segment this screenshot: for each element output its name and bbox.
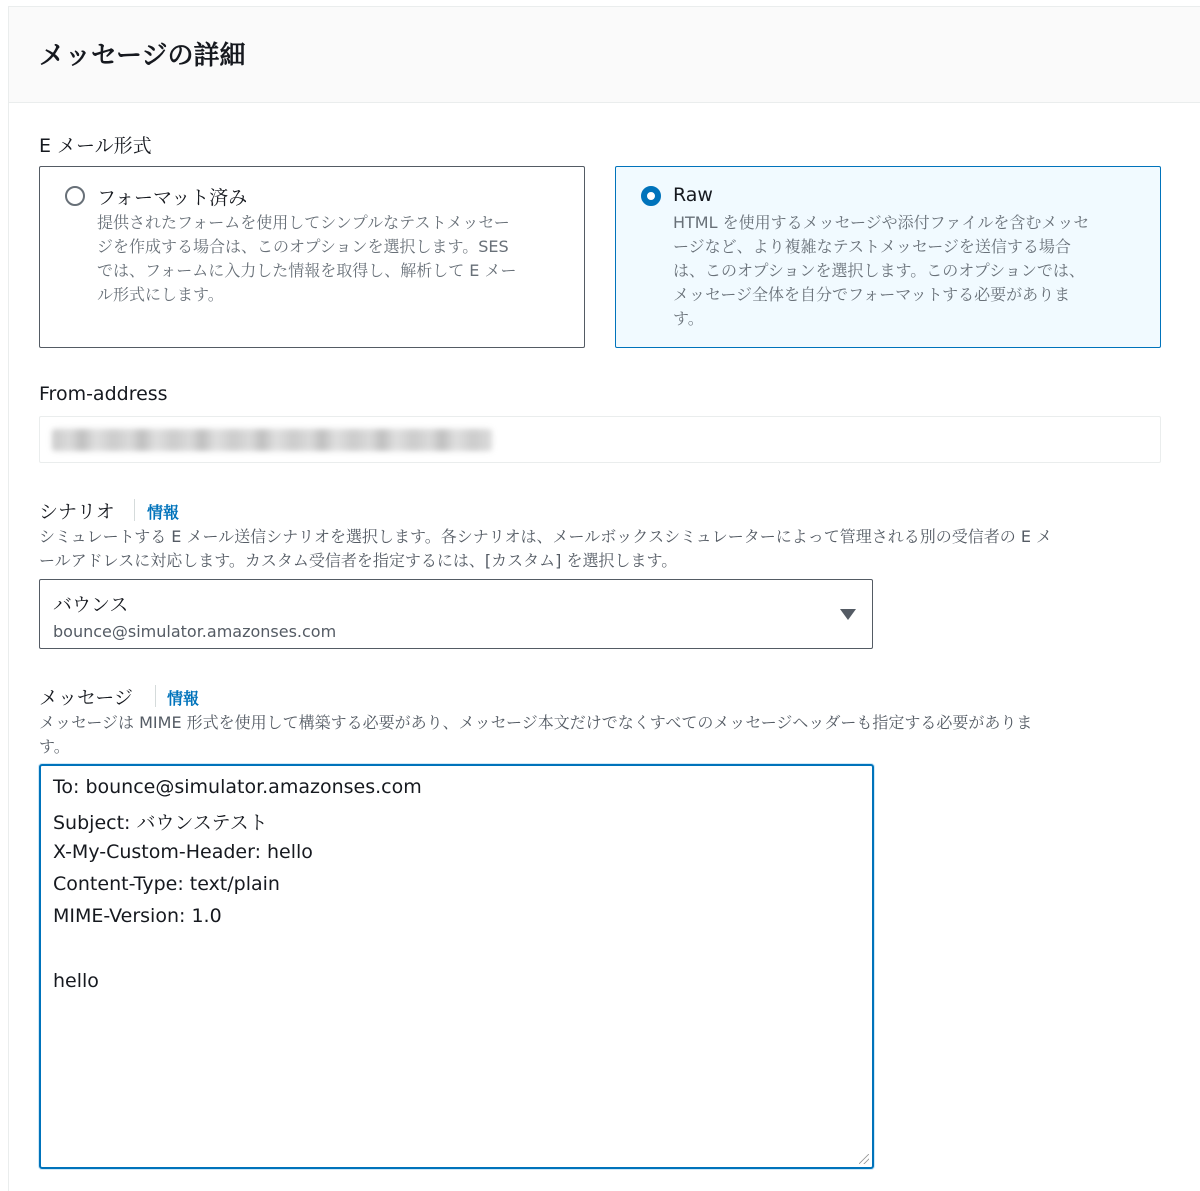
format-option-formatted[interactable]	[39, 166, 585, 348]
desc-line: メッセージは MIME 形式を使用して構築する必要があり、メッセージ本文だけでなくすべてのメッセージヘッダーも指定する必要がありま	[39, 713, 1033, 732]
scenario-selected-label: バウンス	[53, 594, 129, 616]
radio-formatted[interactable]	[65, 186, 85, 206]
message-line: hello	[53, 970, 99, 992]
message-line: Subject: バウンステスト	[53, 812, 268, 834]
email-format-label: E メール形式	[39, 135, 152, 157]
desc-line: メッセージ全体を自分でフォーマットする必要がありま	[673, 285, 1071, 304]
scenario-label: シナリオ	[39, 501, 115, 523]
format-option-raw-title: Raw	[673, 184, 713, 206]
desc-line: ル形式にします。	[97, 285, 224, 304]
desc-line: 提供されたフォームを使用してシンプルなテストメッセー	[97, 213, 510, 232]
scenario-description	[39, 525, 1052, 573]
resize-handle-icon[interactable]	[859, 1154, 869, 1164]
caret-down-icon	[840, 609, 856, 620]
from-address-input[interactable]	[39, 416, 1161, 463]
scenario-selected-sub: bounce@simulator.amazonses.com	[53, 622, 337, 641]
format-option-raw[interactable]	[615, 166, 1161, 348]
radio-raw[interactable]	[641, 186, 661, 206]
scenario-select[interactable]	[39, 579, 873, 649]
redacted-address	[52, 429, 492, 451]
panel-title: メッセージの詳細	[39, 41, 246, 71]
panel-header	[9, 7, 1200, 103]
desc-line: HTML を使用するメッセージや添付ファイルを含むメッセ	[673, 213, 1090, 232]
format-option-raw-desc	[673, 211, 1089, 331]
desc-line: ジを作成する場合は、このオプションを選択します。SES	[97, 237, 509, 256]
message-textarea[interactable]	[39, 764, 874, 1169]
message-line: To: bounce@simulator.amazonses.com	[53, 776, 422, 798]
message-line: Content-Type: text/plain	[53, 873, 280, 895]
info-separator	[134, 499, 135, 521]
message-description	[39, 711, 1032, 759]
desc-line: は、このオプションを選択します。このオプションでは、	[673, 261, 1085, 280]
message-info-link[interactable]: 情報	[167, 689, 200, 708]
from-address-label: From-address	[39, 383, 168, 405]
format-option-formatted-title: フォーマット済み	[97, 187, 248, 209]
info-separator	[155, 685, 156, 707]
format-option-formatted-desc	[97, 211, 516, 307]
scenario-info-link[interactable]: 情報	[147, 503, 180, 522]
desc-line: ージなど、より複雑なテストメッセージを送信する場合	[673, 237, 1071, 256]
message-label: メッセージ	[39, 687, 133, 709]
message-details-panel	[8, 6, 1200, 1191]
message-line: MIME-Version: 1.0	[53, 905, 222, 927]
desc-line: ールアドレスに対応します。カスタム受信者を指定するには、[カスタム] を選択します。	[39, 551, 678, 570]
desc-line: シミュレートする E メール送信シナリオを選択します。各シナリオは、メールボックスシミュレーターによって管理される別の受信者の E メ	[39, 527, 1053, 546]
desc-line: す。	[673, 309, 704, 328]
desc-line: では、フォームに入力した情報を取得し、解析して E メー	[97, 261, 517, 280]
message-line: X-My-Custom-Header: hello	[53, 841, 313, 863]
desc-line: す。	[39, 737, 70, 756]
